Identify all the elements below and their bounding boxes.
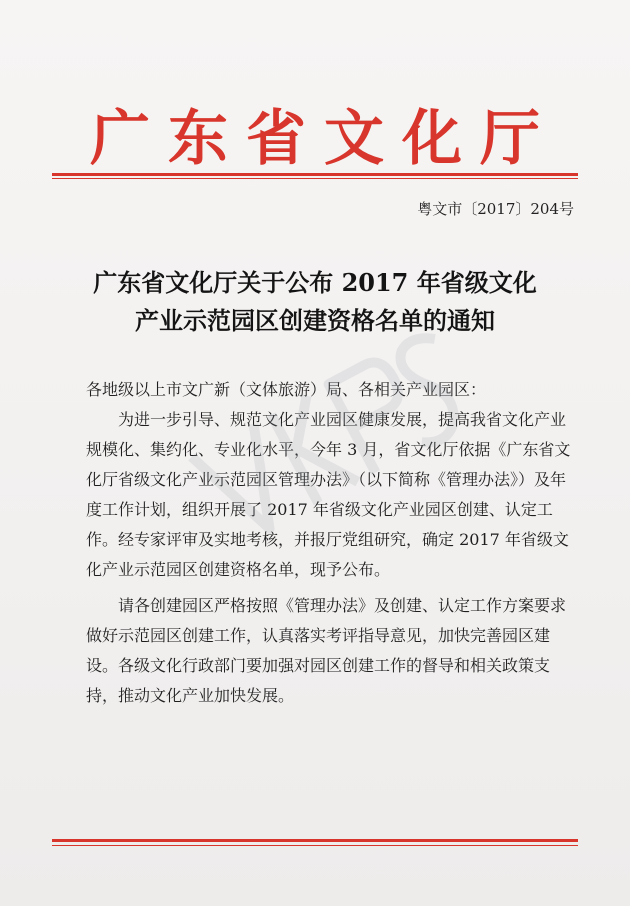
- document-body: [88, 375, 580, 711]
- masthead-org-name: 广东省文化厅: [90, 104, 558, 174]
- body-paragraph-2: 请各创建园区严格按照《管理办法》及创建、认定工作方案要求做好示范园区创建工作，认真落实考评指导意见，加快完善园区建设。各级文化行政部门要加强对园区创建工作的督导和相关政策支持，推动文化产业加快发展。: [86, 596, 567, 705]
- document-title-line-1: 广东省文化厅关于公布 2017 年省级文化: [93, 268, 537, 297]
- document-number: 粤文市〔2017〕204号: [417, 200, 574, 218]
- footer-red-rule-thin: [52, 845, 578, 846]
- masthead-red-rule-thin: [52, 178, 578, 179]
- document-title-line-2: 产业示范园区创建资格名单的通知: [135, 306, 495, 335]
- document-title: [52, 264, 578, 340]
- masthead-red-rule: [52, 173, 578, 176]
- footer-red-rule: [52, 839, 578, 842]
- body-paragraph-1: 为进一步引导、规范文化产业园区健康发展，提高我省文化产业规模化、集约化、专业化水平，今年 3 月，省文化厅依据《广东省文化厅省级文化产业示范园区管理办法》（以下简称《管理办法》）及年度工作计划，组织开展了 2017 年省级文化产业园区创建、认定工作。经专家评审及实地考核，并报厅党组研究，确定 2017 年省级文化产业示范园区创建资格名单，现予公布。: [86, 410, 571, 579]
- salutation: 各地级以上市文广新（文体旅游）局、各相关产业园区：: [86, 380, 487, 399]
